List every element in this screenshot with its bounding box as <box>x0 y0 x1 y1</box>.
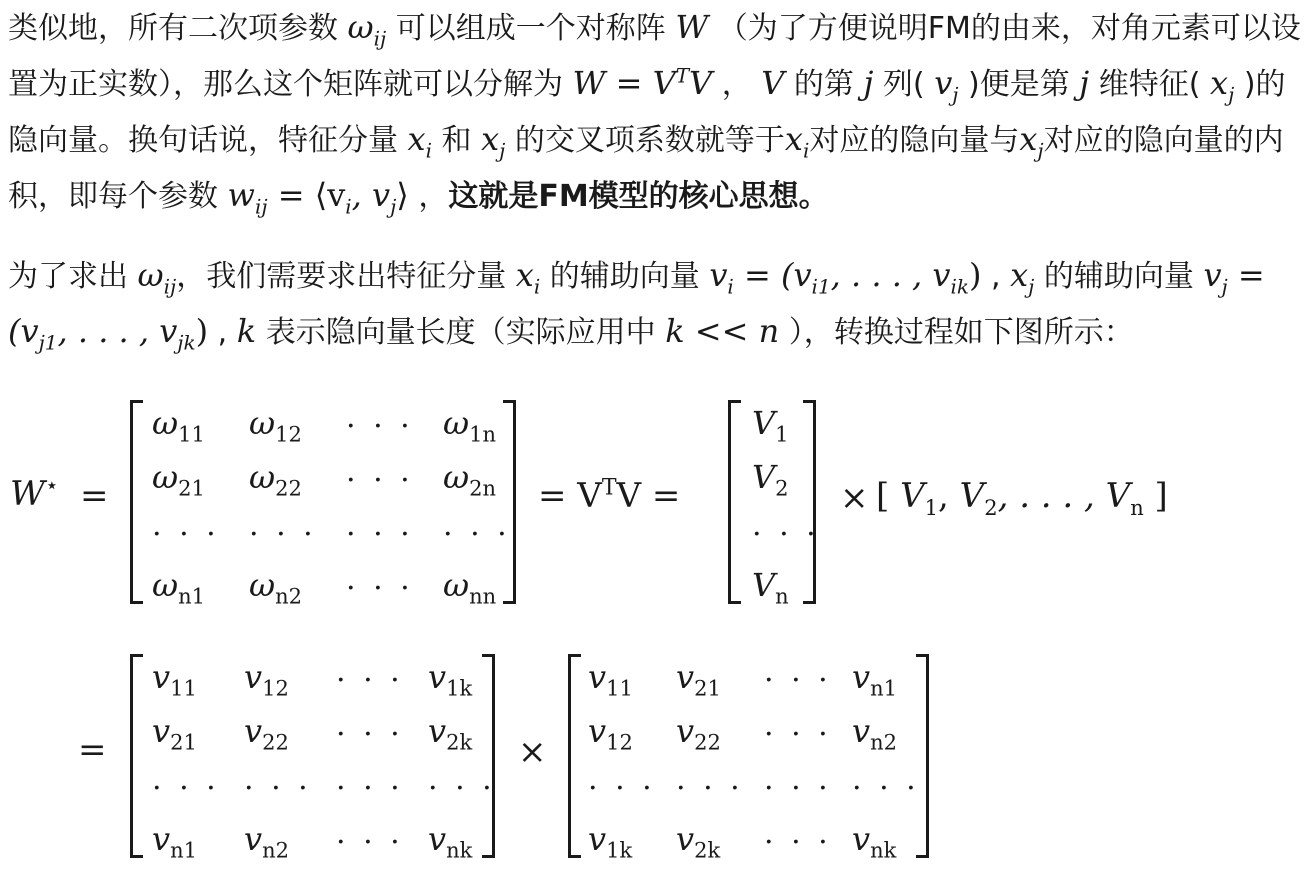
column-V-entry: $V_2$ <box>752 458 789 501</box>
equals-VTV: = $V^TV$ = <box>538 475 681 516</box>
times-sign: × <box>518 732 547 772</box>
matrix-W-cell: . . . <box>346 454 414 489</box>
matrix-A-cell: $v_{n2}$ <box>244 820 289 863</box>
math-xj: $x_j$ <box>1210 64 1235 107</box>
matrix-B-left-bracket <box>568 654 581 858</box>
matrix-B-cell: $v_{22}$ <box>676 712 721 755</box>
matrix-B-cell: $v_{n2}$ <box>852 712 897 755</box>
equals-sign: = <box>78 730 107 770</box>
math-vi-definition: $v_i = (v_{i1}$, . . . , $v_{ik}$) <box>709 256 982 299</box>
math-xj: $x_j$ <box>1019 120 1044 163</box>
matrix-A-cell: . . . <box>336 654 404 689</box>
text: )便是第 <box>968 67 1070 102</box>
matrix-B-cell: . . . <box>764 816 832 851</box>
matrix-W-cell: . . . <box>346 562 414 597</box>
math-xj: $x_j$ <box>1010 256 1035 299</box>
matrix-W-cell: $\omega_{n2}$ <box>249 566 302 609</box>
column-V-entry: $V_1$ <box>752 404 789 447</box>
matrix-A-cell: . . . <box>428 762 496 797</box>
text: )的隐向量。换句话说，特征分量 <box>8 67 1286 158</box>
matrix-W-cell: . . . <box>346 400 414 435</box>
text: ，我们需要求出特征分量 <box>176 259 507 294</box>
text: 列( <box>882 67 925 102</box>
text: 和 <box>441 123 472 158</box>
matrix-B-cell: $v_{nk}$ <box>852 820 897 863</box>
math-xi: $x_i$ <box>784 120 810 163</box>
matrix-W-cell: $\omega_{22}$ <box>249 458 302 501</box>
matrix-B-cell: . . . <box>852 762 920 797</box>
paragraph-auxiliary-vectors <box>8 248 1308 360</box>
matrix-A-right-bracket <box>482 654 495 858</box>
math-wij: $\omega_{ij}$ <box>347 8 387 51</box>
matrix-W-cell: $\omega_{2n}$ <box>443 458 496 501</box>
matrix-A-cell: $v_{11}$ <box>152 658 197 701</box>
key-idea-text: 这就是FM模型的核心思想。 <box>448 179 829 214</box>
row-vector-V: [ $V_1$, $V_2$, . . . , $V_n$ ] <box>876 476 1168 520</box>
math-W: W <box>675 8 709 46</box>
text: 的交叉项系数就等于 <box>514 123 785 158</box>
matrix-B-cell: . . . <box>764 708 832 743</box>
matrix-B-cell: $v_{n1}$ <box>852 658 897 701</box>
equals-sign: = <box>80 476 109 516</box>
matrix-A-cell: $v_{22}$ <box>244 712 289 755</box>
math-xj: $x_j$ <box>481 120 506 163</box>
matrix-B-cell: $v_{12}$ <box>588 712 633 755</box>
matrix-W-cell: $\omega_{12}$ <box>249 404 302 447</box>
matrix-W-right-bracket <box>503 400 516 604</box>
text: ），转换过程如下图所示： <box>788 315 1134 350</box>
matrix-W-cell: . . . <box>443 508 511 543</box>
math-j: j <box>863 64 874 102</box>
matrix-W-cell: $\omega_{21}$ <box>152 458 205 501</box>
text: , <box>217 315 228 350</box>
times-sign: × <box>840 478 869 518</box>
matrix-W-left-bracket <box>130 400 143 604</box>
matrix-A-cell: $v_{1k}$ <box>428 658 473 701</box>
matrix-B-cell: . . . <box>588 762 656 797</box>
math-wij: $\omega_{ij}$ <box>137 256 177 299</box>
matrix-B-cell: $v_{2k}$ <box>676 820 721 863</box>
matrix-A-cell: . . . <box>336 708 404 743</box>
matrix-B-cell: . . . <box>764 762 832 797</box>
column-V-entry: . . . <box>752 508 820 543</box>
matrix-B-cell: . . . <box>676 762 744 797</box>
matrix-A-cell: $v_{nk}$ <box>428 820 473 863</box>
column-V-entry: $V_n$ <box>752 566 789 609</box>
math-vj: $v_j$ <box>934 64 959 107</box>
matrix-A-cell: . . . <box>152 762 220 797</box>
math-xi: $x_i$ <box>407 120 432 163</box>
text: 对应的隐向量与 <box>809 123 1020 158</box>
matrix-W-cell: $\omega_{1n}$ <box>443 404 496 447</box>
text: 对应的隐向量的内积，即每个参数 <box>8 123 1284 214</box>
text: 的辅助向量 <box>549 259 700 294</box>
math-j: j <box>1079 64 1090 102</box>
matrix-B-cell: . . . <box>764 654 832 689</box>
math-decomposition: $W = V^TV$ <box>572 63 713 102</box>
math-xi: $x_i$ <box>515 256 541 299</box>
text: 表示隐向量长度（实际应用中 <box>265 315 656 350</box>
matrix-W-cell: . . . <box>249 508 317 543</box>
lhs-W-star: W⋆ <box>10 473 59 514</box>
matrix-W-cell: $\omega_{nn}$ <box>443 566 497 609</box>
text: , <box>991 259 1001 294</box>
text: 的第 <box>793 67 854 102</box>
text: 类似地，所有二次项参数 <box>8 11 338 46</box>
column-V-left-bracket <box>728 400 741 604</box>
column-V-right-bracket <box>803 400 816 604</box>
paragraph-symmetric-matrix <box>8 0 1308 224</box>
math-k-much-less-n: k << n <box>665 312 780 350</box>
matrix-A-cell: $v_{12}$ <box>244 658 289 701</box>
matrix-B-right-bracket <box>916 654 929 858</box>
matrix-B-cell: $v_{1k}$ <box>588 820 633 863</box>
matrix-A-cell: . . . <box>336 816 404 851</box>
matrix-A-cell: $v_{n1}$ <box>152 820 197 863</box>
matrix-A-left-bracket <box>130 654 143 858</box>
text: ， <box>418 179 449 214</box>
matrix-A-cell: . . . <box>336 762 404 797</box>
matrix-A-cell: $v_{2k}$ <box>428 712 473 755</box>
text: 维特征( <box>1098 67 1201 102</box>
math-inner-product: $w_{ij}$ = $⟨v_i$, $v_j⟩$ <box>227 176 409 219</box>
matrix-W-cell: $\omega_{n1}$ <box>152 566 205 609</box>
matrix-B-cell: $v_{11}$ <box>588 658 633 701</box>
matrix-A-cell: $v_{21}$ <box>152 712 197 755</box>
text: ， <box>721 67 752 102</box>
matrix-W-cell: $\omega_{11}$ <box>152 404 205 447</box>
math-V: V <box>761 64 785 102</box>
text: （为了方便说明FM的由来，对角元素可以设置为正实数），那么这个矩阵就可以分解为 <box>8 11 1301 102</box>
math-k: k <box>236 312 257 350</box>
matrix-W-cell: . . . <box>346 508 414 543</box>
matrix-A-cell: . . . <box>244 762 312 797</box>
matrix-B-cell: $v_{21}$ <box>676 658 721 701</box>
text: 的辅助向量 <box>1043 259 1194 294</box>
text: 为了求出 <box>8 259 128 294</box>
text: 可以组成一个对称阵 <box>395 11 666 46</box>
matrix-W-cell: . . . <box>152 508 220 543</box>
math-vj-definition: $v_j = (v_{j1}$, . . . , $v_{jk}$) <box>8 256 1265 355</box>
